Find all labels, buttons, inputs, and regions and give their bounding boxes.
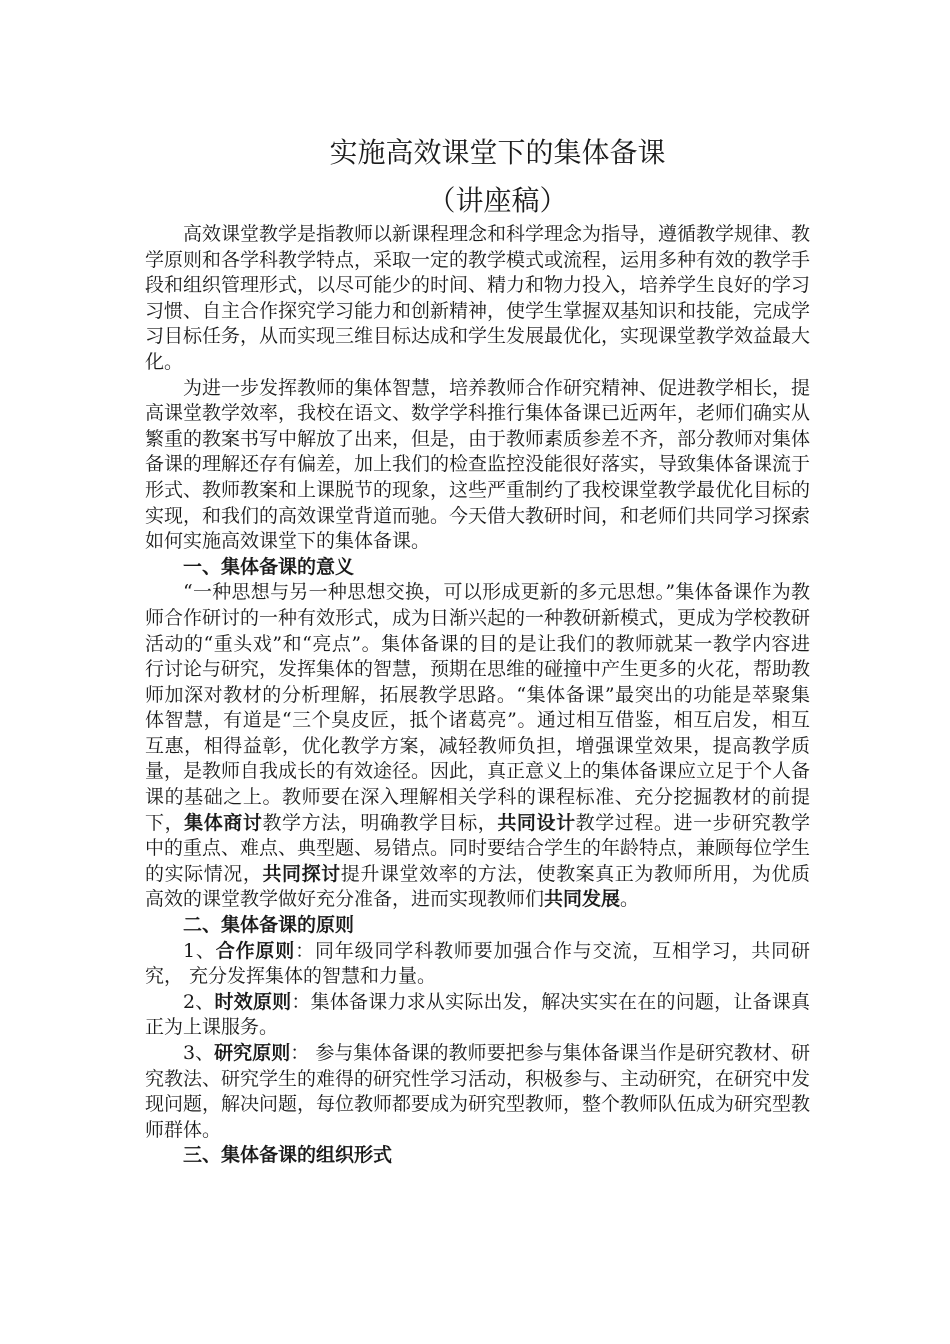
text-run: “一种思想与另一种思想交换，可以形成更新的多元思想。”集体备课作为教师合作研讨的一种有效形式，成为日渐兴起的一种教研新模式，更成为学校教研活动的“重头戏”和“亮点”。集体备课的目的是让我们的教师就某一教学内容进行讨论与研究，发挥集体的智慧，预期在思维的碰撞中产生更多的火花，帮助教师加深对教材的分析理解，拓展教学思路。“集体备课”最突出的功能是萃聚集体智慧，有道是“三个臭皮匠，抵个诸葛亮”。通过相互借鉴，相互启发，相互互惠，相得益彰，优化教学方案，减轻教师负担，增强课堂效果，提高教学质量，是教师自我成长的有效途径。因此，真正意义上的集体备课应立足于个人备课的基础之上。教师要在深入理解相关学科的课程标准、充分挖掘教材的前提下， <box>145 581 811 834</box>
text-run: 教学过程。进一步研究教学中的重点、难点、典型题、易错点。同时要结合学生的年龄特点，兼顾每位学生的实际情况， <box>145 811 811 885</box>
principle-text: ： 参与集体备课的教师要把参与集体备课当作是研究教材、研究教法、研究学生的难得的研究性学习活动，积极参与、主动研究，在研究中发现问题，解决问题，每位教师都要成为研究型教师，整个教师队伍成为研究型教师群体。 <box>145 1042 811 1141</box>
principle-effectiveness <box>145 990 810 1041</box>
principle-number: 3、 <box>183 1042 215 1064</box>
principle-research <box>145 1041 810 1143</box>
document-body <box>145 222 810 1169</box>
section-heading-3: 三、集体备课的组织形式 <box>183 1144 393 1167</box>
paragraph-background: 为进一步发挥教师的集体智慧，培养教师合作研究精神、促进教学相长，提高课堂教学效率，我校在语文、数学学科推行集体备课已近两年，老师们确实从繁重的教案书写中解放了出来，但是，由于教师素质参差不齐，部分教师对集体备课的理解还存有偏差，加上我们的检查监控没能很好落实，导致集体备课流于形式、教师教案和上课脱节的现象，这些严重制约了我校课堂教学最优化目标的实现，和我们的高效课堂背道而驰。今天借大教研时间，和老师们共同学习探索如何实施高效课堂下的集体备课。 <box>145 376 811 553</box>
principle-label: 研究原则 <box>214 1042 291 1064</box>
section-heading-2: 二、集体备课的原则 <box>183 914 355 937</box>
bold-run: 共同设计 <box>497 811 576 834</box>
bold-run: 共同探讨 <box>262 862 341 885</box>
text-run: 。 <box>620 888 640 911</box>
document-subtitle: （讲座稿） <box>427 184 568 217</box>
bold-run: 共同发展 <box>544 888 621 911</box>
principle-number: 2、 <box>183 990 215 1013</box>
principle-text: ：同年级同学科教师要加强合作与交流，互相学习，共同研究， 充分发挥集体的智慧和力量。 <box>145 939 810 988</box>
section-heading-1: 一、集体备课的意义 <box>183 555 355 578</box>
principle-cooperation <box>145 939 810 990</box>
paragraph-significance <box>145 580 810 913</box>
paragraph-intro: 高效课堂教学是指教师以新课程理念和科学理念为指导，遵循教学规律、教学原则和各学科教学特点，采取一定的教学模式或流程，运用多种有效的教学手段和组织管理形式，以尽可能少的时间、精力和物力投入，培养学生良好的学习习惯、自主合作探究学习能力和创新精神，使学生掌握双基知识和技能，完成学习目标任务，从而实现三维目标达成和学生发展最优化，实现课堂教学效益最大化。 <box>145 223 811 373</box>
principle-text: ：集体备课力求从实际出发，解决实实在在的问题，让备课真正为上课服务。 <box>145 990 810 1039</box>
document-title: 实施高效课堂下的集体备课 <box>329 136 666 169</box>
principle-number: 1、 <box>183 939 216 962</box>
text-run: 教学方法，明确教学目标， <box>262 811 498 834</box>
text-run: 提升课堂效率的方法，使教案真正为教师所用，为优质高效的课堂教学做好充分准备，进而实现教师们 <box>145 862 810 911</box>
principle-label: 时效原则 <box>214 990 292 1013</box>
bold-run: 集体商讨 <box>184 811 263 834</box>
principle-label: 合作原则 <box>215 939 296 962</box>
